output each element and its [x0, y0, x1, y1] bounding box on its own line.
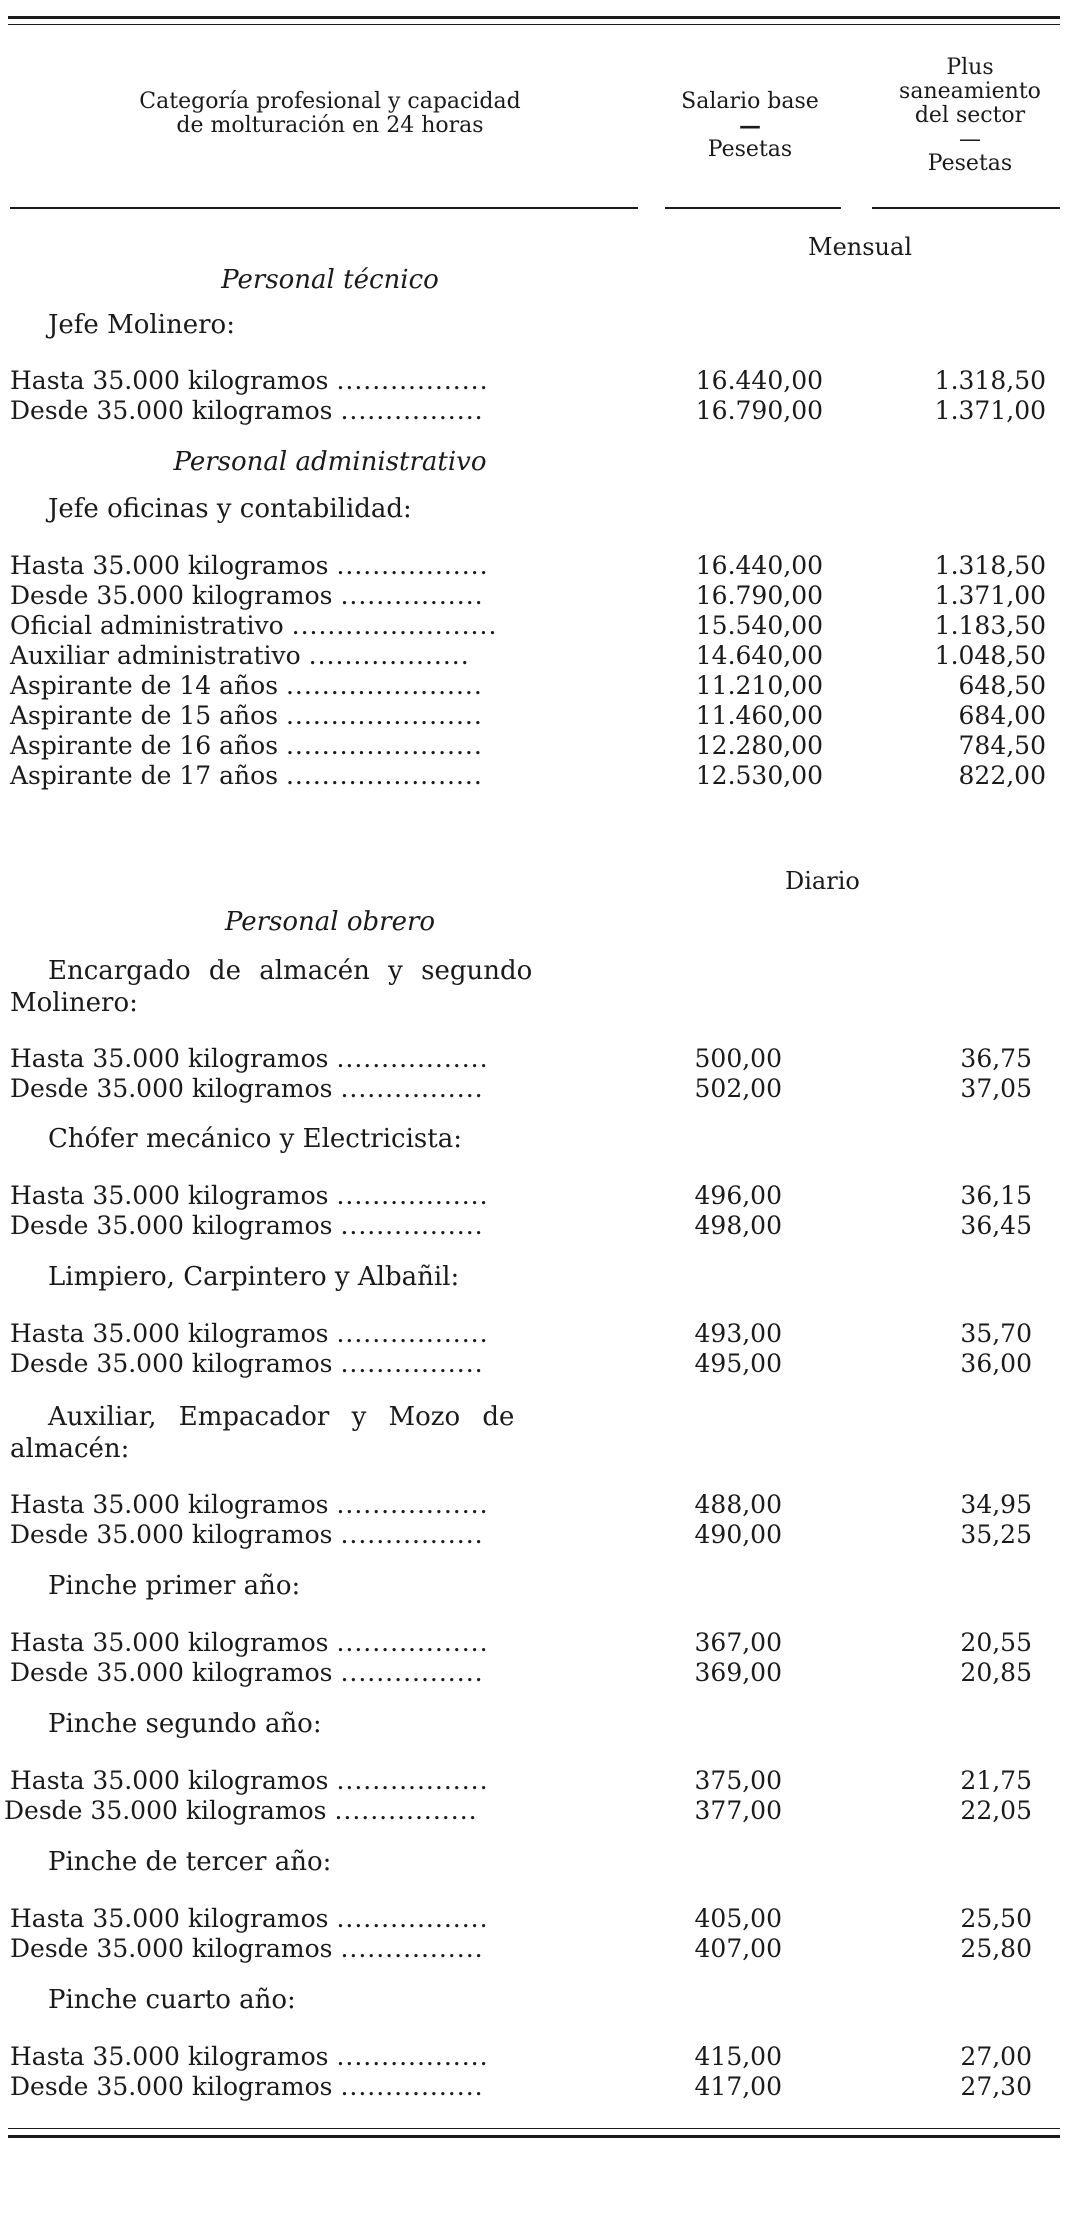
row-plus: 25,50	[960, 1904, 1032, 1933]
table-row	[0, 731, 1068, 761]
table-row	[0, 2042, 1068, 2072]
leader-dots: ................	[340, 1934, 484, 1963]
row-label: Desde 35.000 kilogramos	[10, 581, 333, 610]
leader-dots: ................	[340, 396, 484, 425]
table-row	[0, 1658, 1068, 1688]
table-row	[0, 1044, 1068, 1074]
row-plus: 27,00	[960, 2042, 1032, 2071]
row-plus: 822,00	[958, 761, 1046, 790]
row-plus: 35,25	[960, 1520, 1032, 1549]
leader-dots: .................	[336, 1904, 489, 1933]
row-label: Desde 35.000 kilogramos	[10, 1520, 333, 1549]
row-salario: 367,00	[694, 1628, 782, 1657]
row-plus: 1.371,00	[934, 396, 1046, 425]
row-plus: 20,85	[960, 1658, 1032, 1687]
row-salario: 16.440,00	[695, 551, 823, 580]
header-underline-category	[10, 207, 638, 209]
leader-dots: ......................	[285, 701, 483, 730]
row-salario: 500,00	[694, 1044, 782, 1073]
row-plus: 37,05	[960, 1074, 1032, 1103]
leader-dots: .................	[336, 551, 489, 580]
row-label: Oficial administrativo	[10, 611, 284, 640]
header-underline-salario	[665, 207, 841, 209]
row-salario: 495,00	[694, 1349, 782, 1378]
row-label: Hasta 35.000 kilogramos	[10, 1904, 329, 1933]
row-plus: 25,80	[960, 1934, 1032, 1963]
row-salario: 369,00	[694, 1658, 782, 1687]
header-col-plus-dash: —	[959, 127, 981, 152]
row-salario: 415,00	[694, 2042, 782, 2071]
row-plus: 36,75	[960, 1044, 1032, 1073]
header-col-category-line1: Categoría profesional y capacidad	[139, 89, 521, 114]
row-label: Hasta 35.000 kilogramos	[10, 1181, 329, 1210]
row-label: Hasta 35.000 kilogramos	[10, 1044, 329, 1073]
row-label: Aspirante de 14 años	[10, 671, 279, 700]
header-col-plus-line1: Plus	[946, 55, 994, 80]
row-salario: 493,00	[694, 1319, 782, 1348]
row-label: Hasta 35.000 kilogramos	[10, 551, 329, 580]
row-salario: 11.210,00	[695, 671, 823, 700]
row-plus: 684,00	[958, 701, 1046, 730]
leader-dots: ................	[334, 1796, 478, 1825]
row-plus: 784,50	[958, 731, 1046, 760]
row-label: Desde 35.000 kilogramos	[10, 2072, 333, 2101]
subhead-auxiliar-line1: Auxiliar, Empacador y Mozo de	[48, 1402, 515, 1432]
row-label: Desde 35.000 kilogramos	[4, 1796, 327, 1825]
section-personal-administrativo: Personal administrativo	[173, 447, 487, 477]
table-row	[0, 1211, 1068, 1241]
row-label: Desde 35.000 kilogramos	[10, 1074, 333, 1103]
table-row	[0, 551, 1068, 581]
leader-dots: ................	[340, 1211, 484, 1240]
table-row	[0, 1904, 1068, 1934]
subhead-encargado-line1: Encargado de almacén y segundo	[48, 956, 533, 986]
row-plus: 35,70	[960, 1319, 1032, 1348]
table-row	[0, 581, 1068, 611]
header-underline-plus	[872, 207, 1060, 209]
subhead-limpiero: Limpiero, Carpintero y Albañil:	[48, 1262, 460, 1292]
row-label: Hasta 35.000 kilogramos	[10, 1319, 329, 1348]
table-row	[0, 1074, 1068, 1104]
row-label: Aspirante de 16 años	[10, 731, 279, 760]
header-col-plus-unit: Pesetas	[927, 151, 1013, 176]
row-plus: 34,95	[960, 1490, 1032, 1519]
row-plus: 1.183,50	[934, 611, 1046, 640]
row-salario: 502,00	[694, 1074, 782, 1103]
table-row	[0, 1319, 1068, 1349]
header-col-plus	[875, 56, 1065, 176]
row-salario: 16.440,00	[695, 366, 823, 395]
table-row	[0, 366, 1068, 396]
header-col-plus-line2: saneamiento	[899, 79, 1041, 104]
row-plus: 21,75	[960, 1766, 1032, 1795]
section-personal-tecnico: Personal técnico	[221, 265, 439, 295]
subhead-pinche-segundo: Pinche segundo año:	[48, 1709, 322, 1739]
row-label: Desde 35.000 kilogramos	[10, 1658, 333, 1687]
subhead-chofer: Chófer mecánico y Electricista:	[48, 1124, 462, 1154]
subhead-pinche-tercer: Pinche de tercer año:	[48, 1847, 332, 1877]
top-rule-thick	[8, 16, 1060, 19]
subhead-pinche-cuarto: Pinche cuarto año:	[48, 1985, 296, 2015]
leader-dots: ................	[340, 1520, 484, 1549]
row-salario: 12.280,00	[695, 731, 823, 760]
subhead-pinche-primer: Pinche primer año:	[48, 1571, 301, 1601]
row-salario: 11.460,00	[695, 701, 823, 730]
leader-dots: ......................	[285, 731, 483, 760]
row-salario: 490,00	[694, 1520, 782, 1549]
section-personal-obrero: Personal obrero	[224, 907, 436, 937]
row-salario: 417,00	[694, 2072, 782, 2101]
table-row	[0, 396, 1068, 426]
leader-dots: .................	[336, 1044, 489, 1073]
table-row	[0, 1349, 1068, 1379]
row-salario: 377,00	[694, 1796, 782, 1825]
row-plus: 1.371,00	[934, 581, 1046, 610]
subhead-jefe-oficinas: Jefe oficinas y contabilidad:	[48, 494, 412, 524]
row-label: Desde 35.000 kilogramos	[10, 396, 333, 425]
table-row	[0, 1181, 1068, 1211]
leader-dots: .................	[336, 366, 489, 395]
leader-dots: ................	[340, 1349, 484, 1378]
table-row	[0, 611, 1068, 641]
table-row	[0, 1520, 1068, 1550]
leader-dots: .................	[336, 1490, 489, 1519]
table-row	[0, 761, 1068, 791]
leader-dots: ......................	[285, 671, 483, 700]
row-label: Aspirante de 17 años	[10, 761, 279, 790]
leader-dots: .................	[336, 1319, 489, 1348]
row-plus: 1.318,50	[934, 551, 1046, 580]
header-col-salario-dash: —	[739, 113, 761, 139]
row-salario: 498,00	[694, 1211, 782, 1240]
row-plus: 648,50	[958, 671, 1046, 700]
leader-dots: .................	[336, 1766, 489, 1795]
row-salario: 496,00	[694, 1181, 782, 1210]
row-salario: 15.540,00	[695, 611, 823, 640]
table-row	[0, 641, 1068, 671]
row-label: Hasta 35.000 kilogramos	[10, 2042, 329, 2071]
leader-dots: ................	[340, 1658, 484, 1687]
leader-dots: .......................	[291, 611, 498, 640]
subhead-encargado-line2: Molinero:	[10, 988, 138, 1018]
row-plus: 22,05	[960, 1796, 1032, 1825]
row-label: Auxiliar administrativo	[10, 641, 301, 670]
table-row	[0, 1490, 1068, 1520]
row-plus: 20,55	[960, 1628, 1032, 1657]
row-label: Desde 35.000 kilogramos	[10, 1211, 333, 1240]
top-rule-thin	[8, 24, 1060, 25]
row-plus: 36,15	[960, 1181, 1032, 1210]
row-salario: 407,00	[694, 1934, 782, 1963]
row-salario: 375,00	[694, 1766, 782, 1795]
table-row	[0, 2072, 1068, 2102]
table-row	[0, 1766, 1068, 1796]
row-salario: 12.530,00	[695, 761, 823, 790]
header-col-category	[20, 90, 640, 138]
leader-dots: .................	[336, 1181, 489, 1210]
row-plus: 1.318,50	[934, 366, 1046, 395]
leader-dots: ..................	[308, 641, 470, 670]
table-row	[0, 1796, 1068, 1826]
table-row	[0, 1934, 1068, 1964]
period-diario: Diario	[785, 867, 860, 895]
row-salario: 488,00	[694, 1490, 782, 1519]
leader-dots: ................	[340, 2072, 484, 2101]
row-salario: 14.640,00	[695, 641, 823, 670]
row-label: Hasta 35.000 kilogramos	[10, 366, 329, 395]
row-label: Hasta 35.000 kilogramos	[10, 1490, 329, 1519]
table-row	[0, 701, 1068, 731]
row-label: Aspirante de 15 años	[10, 701, 279, 730]
bottom-rule-thin	[8, 2128, 1060, 2129]
header-col-plus-line3: del sector	[914, 103, 1026, 128]
header-col-salario	[665, 90, 835, 162]
table-row	[0, 1628, 1068, 1658]
header-col-category-line2: de molturación en 24 horas	[176, 113, 484, 138]
table-row	[0, 671, 1068, 701]
row-salario: 16.790,00	[695, 396, 823, 425]
leader-dots: ................	[340, 1074, 484, 1103]
header-col-salario-unit: Pesetas	[707, 137, 793, 162]
bottom-rule-thick	[8, 2135, 1060, 2138]
row-label: Hasta 35.000 kilogramos	[10, 1628, 329, 1657]
row-salario: 16.790,00	[695, 581, 823, 610]
row-plus: 36,00	[960, 1349, 1032, 1378]
leader-dots: ......................	[285, 761, 483, 790]
leader-dots: .................	[336, 2042, 489, 2071]
row-label: Hasta 35.000 kilogramos	[10, 1766, 329, 1795]
header-col-salario-line1: Salario base	[681, 89, 819, 114]
leader-dots: .................	[336, 1628, 489, 1657]
subhead-jefe-molinero: Jefe Molinero:	[48, 310, 235, 340]
leader-dots: ................	[340, 581, 484, 610]
row-plus: 36,45	[960, 1211, 1032, 1240]
row-plus: 27,30	[960, 2072, 1032, 2101]
row-label: Desde 35.000 kilogramos	[10, 1349, 333, 1378]
subhead-auxiliar-line2: almacén:	[10, 1434, 130, 1464]
row-label: Desde 35.000 kilogramos	[10, 1934, 333, 1963]
row-plus: 1.048,50	[934, 641, 1046, 670]
period-mensual: Mensual	[808, 233, 912, 261]
row-salario: 405,00	[694, 1904, 782, 1933]
